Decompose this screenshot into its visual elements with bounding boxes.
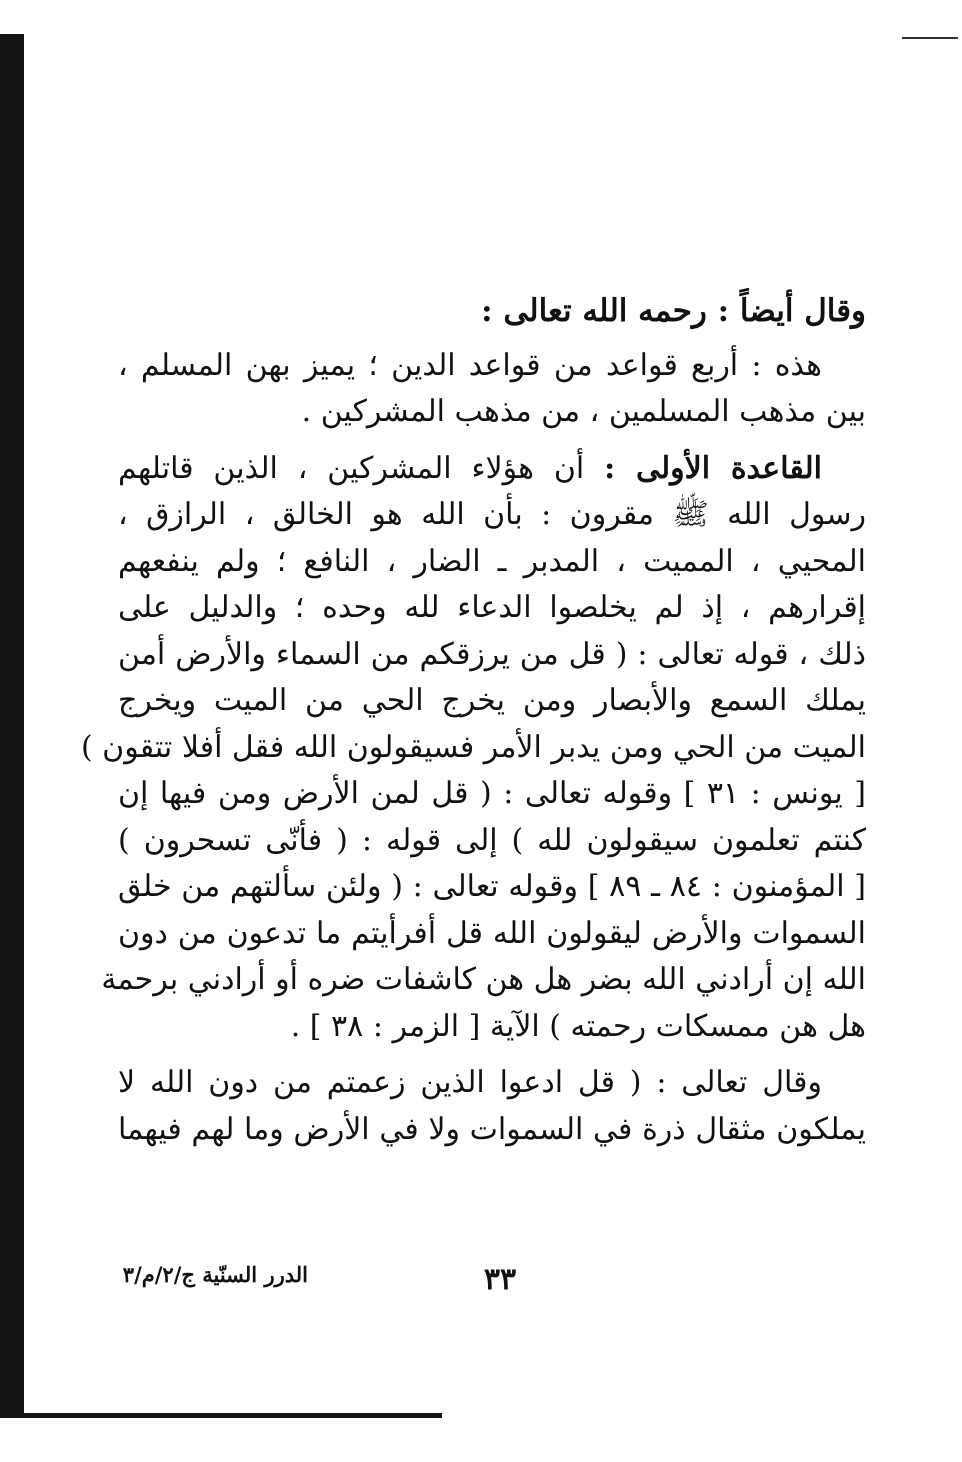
closing-paragraph <box>118 1060 866 1153</box>
text-line: كنتم تعلمون سيقولون لله ) إلى قوله : ( فأنّى تسحرون ) <box>118 822 866 858</box>
text-line: السموات والأرض ليقولون الله قل أفرأيتم ما تدعون من دون <box>118 915 866 951</box>
page-body <box>80 288 867 1153</box>
text-line: المحيي ، المميت ، المدبر ـ الضار ، النافع ؛ ولم ينفعهم <box>118 543 866 579</box>
text-line: إقرارهم ، إذ لم يخلصوا الدعاء لله وحده ؛ والدليل على <box>118 590 866 625</box>
text-line <box>118 446 866 493</box>
top-rule <box>902 37 958 39</box>
text-line: هل هن ممسكات رحمته ) الآية [ الزمر : ٣٨ ] . <box>290 1008 866 1044</box>
rule-one-first-line-text: أن هؤلاء المشركين ، الذين قاتلهم <box>118 450 585 486</box>
text-line: [ يونس : ٣١ ] وقوله تعالى : ( قل لمن الأرض ومن فيها إن <box>118 776 866 811</box>
rule-one-label: القاعدة الأولى : <box>604 450 822 486</box>
intro-paragraph <box>118 343 866 436</box>
page-number: ٣٣ <box>483 1262 517 1297</box>
text-line: الميت من الحي ومن يدبر الأمر فسيقولون الله فقل أفلا تتقون ) <box>80 729 866 765</box>
rule-one-paragraph <box>80 446 867 1051</box>
text-line: يملك السمع والأبصار ومن يخرج الحي من الميت ويخرج <box>118 683 866 718</box>
text-line: وقال تعالى : ( قل ادعوا الذين زعمتم من دون الله لا <box>118 1065 822 1100</box>
section-heading: وقال أيضاً : رحمه الله تعالى : <box>481 293 866 329</box>
scan-edge-shadow <box>0 34 24 1414</box>
text-line: ذلك ، قوله تعالى : ( قل من يرزقكم من السماء والأرض أمن <box>118 636 866 672</box>
text-line: يملكون مثقال ذرة في السموات ولا في الأرض وما لهم فيهما <box>118 1111 866 1147</box>
book-reference: الدرر السنّية ج/٢/م/٣ <box>122 1262 308 1287</box>
text-line: هذه : أربع قواعد من قواعد الدين ؛ يميز بهن المسلم ، <box>118 347 822 383</box>
bottom-rule <box>0 1413 442 1418</box>
text-line: [ المؤمنون : ٨٤ ـ ٨٩ ] وقوله تعالى : ( ولئن سألتهم من خلق <box>118 869 867 904</box>
text-line: بين مذهب المسلمين ، من مذهب المشركين . <box>301 394 866 429</box>
text-line: الله إن أرادني الله بضر هل هن كاشفات ضره أو أرادني برحمة <box>101 962 866 997</box>
text-line: رسول الله ﷺ مقرون : بأن الله هو الخالق ، الرازق ، <box>118 497 866 532</box>
